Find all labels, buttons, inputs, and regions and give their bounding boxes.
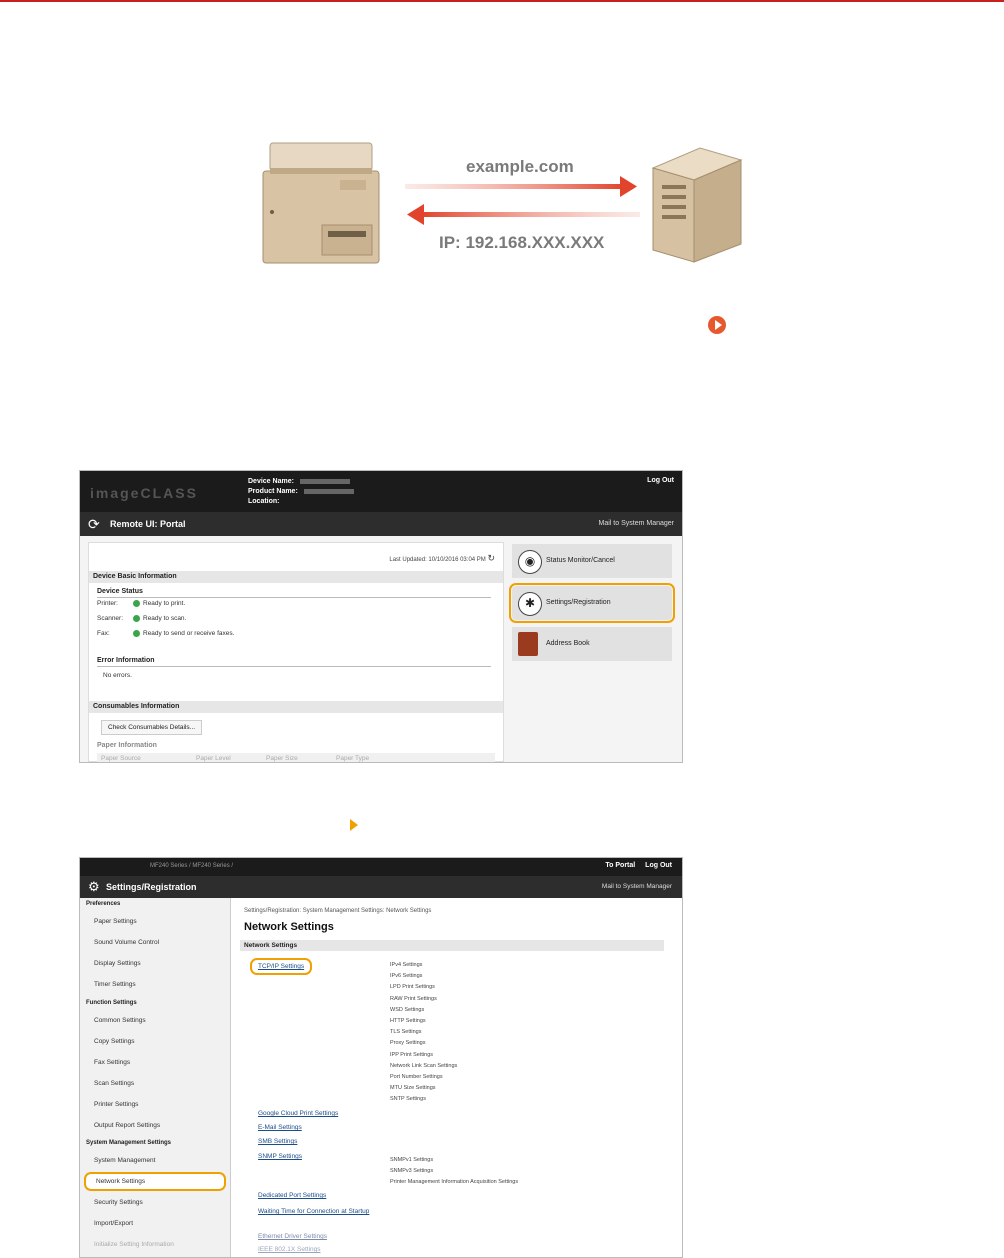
status-monitor-button[interactable]: ◉ Status Monitor/Cancel xyxy=(512,544,672,578)
settings-registration-button[interactable]: ✱ Settings/Registration xyxy=(512,586,672,620)
sidebar-item-import-export[interactable]: Import/Export xyxy=(94,1220,134,1227)
sidebar-item-sound[interactable]: Sound Volume Control xyxy=(94,939,160,946)
divider xyxy=(97,666,491,667)
status-dot-icon xyxy=(133,600,140,607)
sidebar-item-output-report[interactable]: Output Report Settings xyxy=(94,1122,161,1129)
device-name-value xyxy=(300,479,350,484)
paper-table-header: Paper Source Paper Level Paper Size Paper Type xyxy=(97,753,495,763)
gear-icon: ⚙ xyxy=(88,879,100,894)
sub-item[interactable]: Proxy Settings xyxy=(390,1040,426,1047)
waiting-time-link[interactable]: Waiting Time for Connection at Startup xyxy=(258,1208,370,1215)
page-title: Settings/Registration xyxy=(106,882,197,892)
sub-item[interactable]: LPD Print Settings xyxy=(390,984,435,991)
sub-item[interactable]: IPv6 Settings xyxy=(390,973,423,980)
dedicated-port-link[interactable]: Dedicated Port Settings xyxy=(258,1192,327,1199)
info-panel xyxy=(88,542,504,762)
gear-icon: ✱ xyxy=(518,592,542,616)
diagram-art xyxy=(0,0,1004,300)
consumables-header: Consumables Information xyxy=(89,701,503,713)
paper-info-heading: Paper Information xyxy=(97,742,157,749)
address-book-button[interactable]: Address Book xyxy=(512,627,672,661)
sub-item[interactable]: Port Number Settings xyxy=(390,1074,443,1081)
status-dot-icon xyxy=(133,615,140,622)
sidebar-item-system-management[interactable]: System Management xyxy=(94,1157,156,1164)
sub-item[interactable]: TLS Settings xyxy=(390,1029,422,1036)
server-icon xyxy=(653,148,741,262)
google-cloud-print-link[interactable]: Google Cloud Print Settings xyxy=(258,1110,339,1117)
group-preferences: Preferences xyxy=(86,901,121,907)
portal-main xyxy=(80,536,682,762)
address-book-icon xyxy=(518,632,538,656)
sidebar-item-scan[interactable]: Scan Settings xyxy=(94,1080,135,1087)
sub-item[interactable]: IPP Print Settings xyxy=(390,1051,434,1058)
sidebar-item-paper[interactable]: Paper Settings xyxy=(94,918,137,925)
sidebar-item-security[interactable]: Security Settings xyxy=(94,1199,143,1206)
divider xyxy=(97,597,491,598)
status-row-fax: Fax: Ready to send or receive faxes. xyxy=(97,630,235,638)
product-name-label: Product Name: xyxy=(248,488,298,495)
title-bar xyxy=(80,876,682,898)
tcpip-settings-link[interactable]: TCP/IP Settings xyxy=(250,958,312,975)
device-status-heading: Device Status xyxy=(97,588,143,595)
group-system: System Management Settings xyxy=(86,1140,172,1146)
title-bar xyxy=(80,512,682,536)
check-consumables-button[interactable]: Check Consumables Details... xyxy=(101,720,202,735)
no-errors-text: No errors. xyxy=(103,672,132,679)
group-function: Function Settings xyxy=(86,1000,137,1006)
device-info xyxy=(248,477,354,507)
dns-diagram xyxy=(0,0,1004,300)
product-name-value xyxy=(304,489,354,494)
sub-item[interactable]: SNMPv3 Settings xyxy=(390,1168,434,1175)
smb-settings-link[interactable]: SMB Settings xyxy=(258,1138,298,1145)
to-portal-link[interactable]: To Portal xyxy=(605,862,636,869)
sub-item[interactable]: IPv4 Settings xyxy=(390,962,423,968)
sub-item[interactable]: MTU Size Settings xyxy=(390,1085,436,1092)
mail-link[interactable]: Mail to System Manager xyxy=(601,883,672,890)
header-bar xyxy=(80,471,682,512)
status-row-printer: Printer: Ready to print. xyxy=(97,600,186,608)
sub-item[interactable]: SNMPv1 Settings xyxy=(390,1157,434,1163)
arrow-left xyxy=(422,212,640,217)
snmp-sub-list xyxy=(390,1155,518,1189)
breadcrumb: Settings/Registration: System Management Settings: Network Settings xyxy=(244,908,432,914)
status-row-scanner: Scanner: Ready to scan. xyxy=(97,615,187,623)
sidebar-item-printer[interactable]: Printer Settings xyxy=(94,1101,139,1108)
sidebar-item-fax[interactable]: Fax Settings xyxy=(94,1059,131,1066)
ieee-8021x-link[interactable]: IEEE 802.1X Settings xyxy=(258,1246,321,1253)
brand-logo: imageCLASS xyxy=(90,485,198,501)
header-links xyxy=(597,862,672,869)
snmp-settings-link[interactable]: SNMP Settings xyxy=(258,1153,302,1160)
printer-icon xyxy=(263,143,379,263)
sidebar-item-network[interactable]: Network Settings xyxy=(84,1172,226,1191)
settings-registration-screenshot xyxy=(79,857,683,1258)
sidebar-item-timer[interactable]: Timer Settings xyxy=(94,981,136,988)
sub-item[interactable]: Printer Management Information Acquisition Settings xyxy=(390,1179,519,1186)
domain-label: example.com xyxy=(466,157,574,176)
remote-ui-portal-screenshot xyxy=(79,470,683,763)
ip-label: IP: 192.168.XXX.XXX xyxy=(439,233,605,252)
email-settings-link[interactable]: E-Mail Settings xyxy=(258,1124,302,1131)
last-updated: Last Updated: 10/10/2016 03:04 PM ↻ xyxy=(389,553,495,563)
section-header: Network Settings xyxy=(240,940,664,951)
sub-item[interactable]: Network Link Scan Settings xyxy=(390,1062,458,1069)
sub-item[interactable]: WSD Settings xyxy=(390,1006,425,1013)
sub-item[interactable]: HTTP Settings xyxy=(390,1018,426,1025)
page-title: Remote UI: Portal xyxy=(110,519,186,529)
sidebar-item-initialize[interactable]: Initialize Setting Information xyxy=(94,1241,174,1248)
device-name-label: Device Name: xyxy=(248,478,294,485)
content-area xyxy=(240,898,682,1257)
triangle-right-icon xyxy=(350,819,358,831)
location-label: Location: xyxy=(248,498,280,505)
sub-item[interactable]: SNTP Settings xyxy=(390,1096,426,1103)
refresh-icon[interactable]: ↻ xyxy=(487,553,495,563)
sidebar-item-display[interactable]: Display Settings xyxy=(94,960,141,967)
tcpip-sub-list xyxy=(390,960,457,1106)
eye-icon: ◉ xyxy=(518,550,542,574)
content-heading: Network Settings xyxy=(244,921,334,933)
sidebar xyxy=(80,898,231,1257)
device-crumb: MF240 Series / MF240 Series / xyxy=(150,863,234,869)
portal-icon: ⟳ xyxy=(88,516,100,532)
play-circle-icon[interactable] xyxy=(708,316,726,334)
header-bar xyxy=(80,858,682,876)
error-info-heading: Error Information xyxy=(97,657,155,664)
arrow-right xyxy=(405,184,623,189)
sidebar-item-common[interactable]: Common Settings xyxy=(94,1017,146,1024)
status-dot-icon xyxy=(133,630,140,637)
logout-link[interactable]: Log Out xyxy=(647,477,674,484)
sub-item[interactable]: RAW Print Settings xyxy=(390,995,437,1002)
ethernet-driver-link[interactable]: Ethernet Driver Settings xyxy=(258,1233,328,1240)
mail-link[interactable]: Mail to System Manager xyxy=(598,520,674,527)
sidebar-item-copy[interactable]: Copy Settings xyxy=(94,1038,135,1045)
logout-link[interactable]: Log Out xyxy=(645,862,672,869)
device-basic-header: Device Basic Information xyxy=(89,571,503,583)
